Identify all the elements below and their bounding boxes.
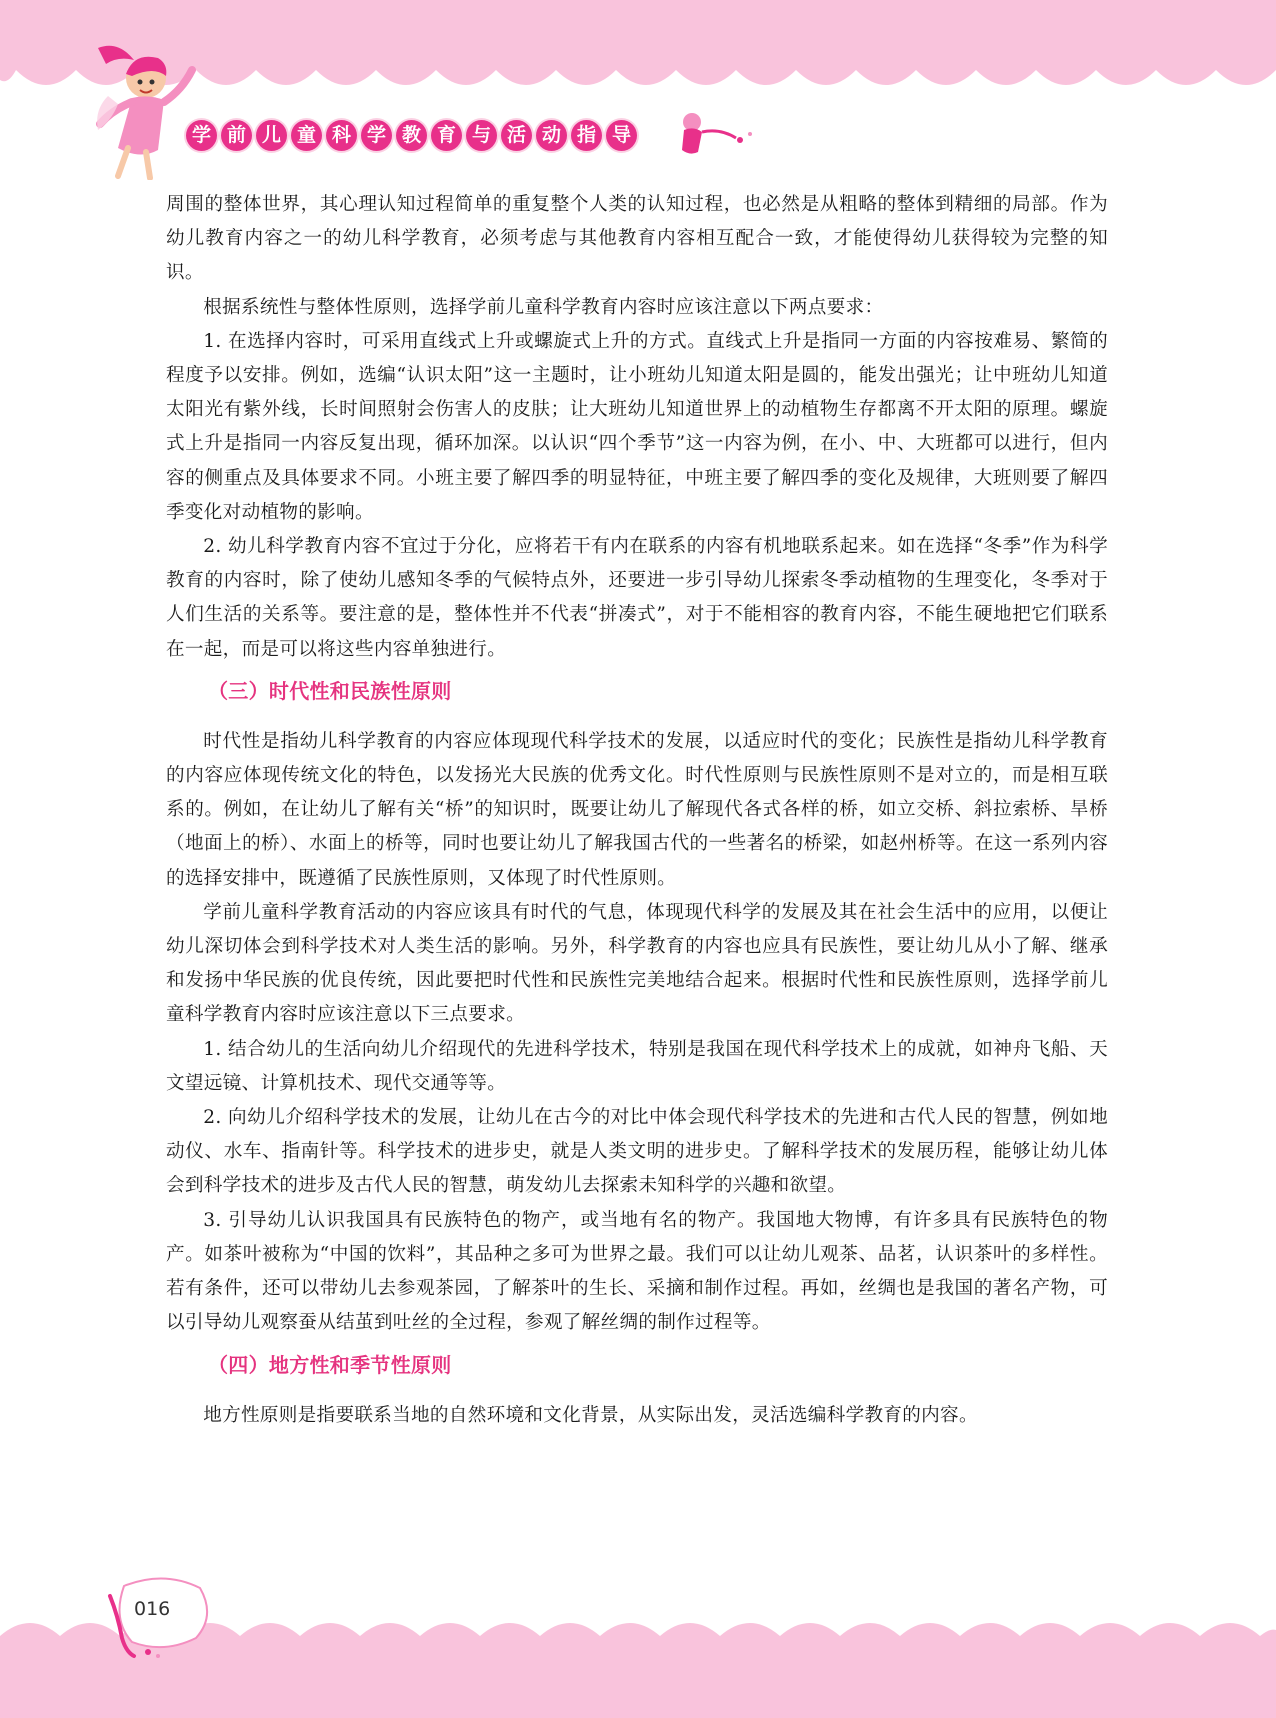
header-title-char: 童 xyxy=(291,120,322,151)
header-title-char: 与 xyxy=(466,120,497,151)
header-title-char: 前 xyxy=(221,120,252,151)
body-paragraph: 地方性原则是指要联系当地的自然环境和文化背景，从实际出发，灵活选编科学教育的内容。 xyxy=(203,1404,978,1426)
book-header-title xyxy=(186,120,637,162)
body-paragraph: 1. 结合幼儿的生活向幼儿介绍现代的先进科学技术，特别是我国在现代科学技术上的成就，如神舟飞船、天文望远镜、计算机技术、现代交通等等。 xyxy=(166,1038,1108,1094)
body-paragraph: 3. 引导幼儿认识我国具有民族特色的物产，或当地有名的物产。我国地大物博，有许多具有民族特色的物产。如茶叶被称为“中国的饮料”，其品种之多可为世界之最。我们可以让幼儿观茶、品茗，认识茶叶的多样性。若有条件，还可以带幼儿去参观茶园，了解茶叶的生长、采摘和制作过程。再如，丝绸也是我国的著名产物，可以引导幼儿观察蚕从结茧到吐丝的全过程，参观了解丝绸的制作过程等。 xyxy=(166,1209,1108,1334)
small-fairy-icon xyxy=(670,104,760,164)
header-title-char: 指 xyxy=(571,120,602,151)
section-heading: （四）地方性和季节性原则 xyxy=(208,1352,452,1377)
body-paragraph: 周围的整体世界，其心理认知过程简单的重复整个人类的认知过程，也必然是从粗略的整体到精细的局部。作为幼儿教育内容之一的幼儿科学教育，必须考虑与其他教育内容相互配合一致，才能使得幼儿获得较为完整的知识。 xyxy=(166,194,1108,284)
header-title-char: 动 xyxy=(536,120,567,151)
header-title-char: 学 xyxy=(186,120,217,151)
body-paragraph: 学前儿童科学教育活动的内容应该具有时代的气息，体现现代科学的发展及其在社会生活中的应用，以便让幼儿深切体会到科学技术对人类生活的影响。另外，科学教育的内容也应具有民族性，要让幼儿从小了解、继承和发扬中华民族的优良传统，因此要把时代性和民族性完美地结合起来。根据时代性和民族性原则，选择学前儿童科学教育内容时应该注意以下三点要求。 xyxy=(166,901,1108,1026)
body-paragraph: 2. 幼儿科学教育内容不宜过于分化，应将若干有内在联系的内容有机地联系起来。如在选择“冬季”作为科学教育的内容时，除了使幼儿感知冬季的气候特点外，还要进一步引导幼儿探索冬季动植物的生理变化，冬季对于人们生活的关系等。要注意的是，整体性并不代表“拼凑式”，对于不能相容的教育内容，不能生硬地把它们联系在一起，而是可以将这些内容单独进行。 xyxy=(166,536,1108,660)
section-heading: （三）时代性和民族性原则 xyxy=(208,678,452,703)
body-paragraph: 根据系统性与整体性原则，选择学前儿童科学教育内容时应该注意以下两点要求： xyxy=(203,296,884,318)
header-title-char: 导 xyxy=(606,120,637,151)
header-title-char: 儿 xyxy=(256,120,287,151)
page-body xyxy=(166,188,1108,1433)
body-paragraph: 1. 在选择内容时，可采用直线式上升或螺旋式上升的方式。直线式上升是指同一方面的内容按难易、繁简的程度予以安排。例如，选编“认识太阳”这一主题时，让小班幼儿知道太阳是圆的，能发出强光；让中班幼儿知道太阳光有紫外线，长时间照射会伤害人的皮肤；让大班幼儿知道世界上的动植物生存都离不开太阳的原理。螺旋式上升是指同一内容反复出现，循环加深。以认识“四个季节”这一内容为例，在小、中、大班都可以进行，但内容的侧重点及具体要求不同。小班主要了解四季的明显特征，中班主要了解四季的变化及规律，大班则要了解四季变化对动植物的影响。 xyxy=(166,330,1108,523)
body-paragraph: 2. 向幼儿介绍科学技术的发展，让幼儿在古今的对比中体会现代科学技术的先进和古代人民的智慧，例如地动仪、水车、指南针等。科学技术的进步史，就是人类文明的进步史。了解科学技术的发展历程，能够让幼儿体会到科学技术的进步及古代人民的智慧，萌发幼儿去探索未知科学的兴趣和欲望。 xyxy=(166,1107,1108,1197)
header-title-char: 科 xyxy=(326,120,357,151)
page-number: 016 xyxy=(134,1598,171,1620)
header-title-char: 教 xyxy=(396,120,427,151)
body-paragraph: 时代性是指幼儿科学教育的内容应体现现代科学技术的发展，以适应时代的变化；民族性是指幼儿科学教育的内容应体现传统文化的特色，以发扬光大民族的优秀文化。时代性原则与民族性原则不是对立的，而是相互联系的。例如，在让幼儿了解有关“桥”的知识时，既要让幼儿了解现代各式各样的桥，如立交桥、斜拉索桥、旱桥（地面上的桥）、水面上的桥等，同时也要让幼儿了解我国古代的一些著名的桥梁，如赵州桥等。在这一系列内容的选择安排中，既遵循了民族性原则，又体现了时代性原则。 xyxy=(166,730,1108,889)
header-title-char: 活 xyxy=(501,120,532,151)
header-title-char: 学 xyxy=(361,120,392,151)
header-title-char: 育 xyxy=(431,120,462,151)
